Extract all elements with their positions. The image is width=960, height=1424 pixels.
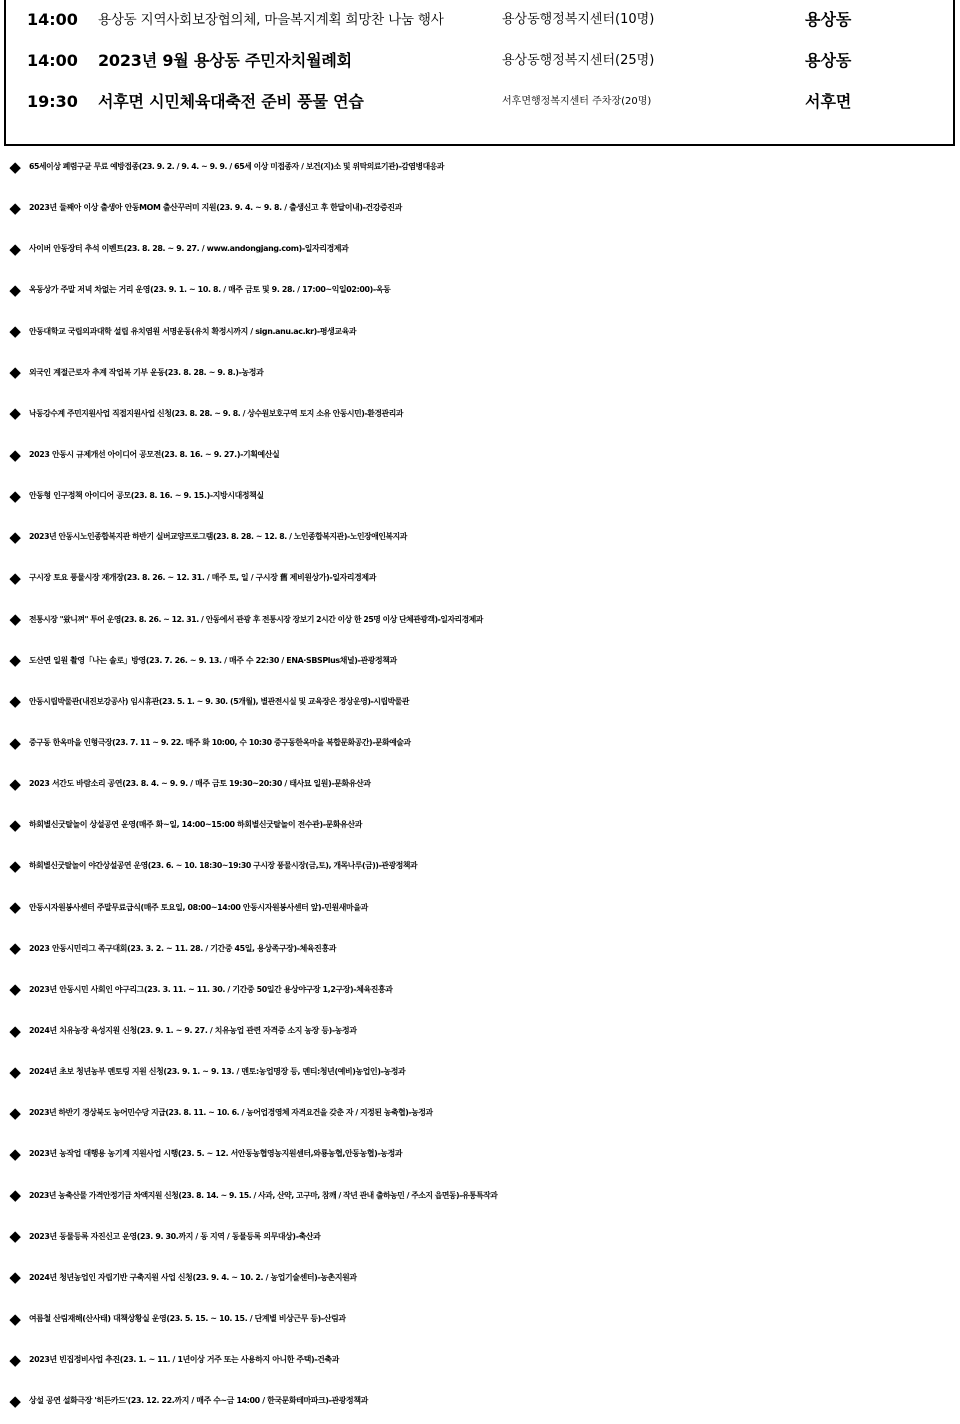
schedule-row bbox=[0, 82, 960, 122]
diamond-bullet-icon: ◆ bbox=[9, 445, 21, 464]
diamond-bullet-icon: ◆ bbox=[9, 1103, 21, 1122]
notice-item bbox=[0, 887, 960, 928]
schedule-row bbox=[0, 0, 960, 40]
notice-item bbox=[0, 516, 960, 557]
notice-text: 2024년 치유농장 육성지원 신청(23. 9. 1. ~ 9. 27. / 치유농업 관련 자격증 소지 농장 등)-농정과 bbox=[29, 1026, 357, 1036]
notice-item bbox=[0, 1298, 960, 1339]
diamond-bullet-icon: ◆ bbox=[9, 568, 21, 587]
diamond-bullet-icon: ◆ bbox=[9, 856, 21, 875]
notice-text: 전통시장 "왔니껴" 투어 운영(23. 8. 26. ~ 12. 31. / 안동에서 관광 후 전통시장 장보기 2시간 이상 한 25명 이상 단체관광객)-일자리경제과 bbox=[29, 614, 483, 624]
diamond-bullet-icon: ◆ bbox=[9, 1227, 21, 1246]
diamond-bullet-icon: ◆ bbox=[9, 610, 21, 629]
notice-item bbox=[0, 393, 960, 434]
notice-item bbox=[0, 269, 960, 310]
notice-item bbox=[0, 763, 960, 804]
schedule-place: 용상동행정복지센터(10명) bbox=[502, 12, 655, 27]
notice-item bbox=[0, 1133, 960, 1174]
notice-item bbox=[0, 557, 960, 598]
notice-text: 상설 공연 설화극장 '히든카드'(23. 12. 22.까지 / 매주 수~금 14:00 / 한국문화테마파크)-관광정책과 bbox=[29, 1396, 368, 1406]
diamond-bullet-icon: ◆ bbox=[9, 1350, 21, 1369]
notice-item bbox=[0, 722, 960, 763]
schedule-place: 서후면행정복지센터 주차장(20명) bbox=[502, 96, 652, 107]
diamond-bullet-icon: ◆ bbox=[9, 527, 21, 546]
notice-text: 2023년 농작업 대행용 농기계 지원사업 시행(23. 5. ~ 12. 서안동농협영농지원센터,와룡농협,안동농협)-농정과 bbox=[29, 1149, 403, 1159]
notice-item bbox=[0, 804, 960, 845]
notice-item bbox=[0, 434, 960, 475]
notice-item bbox=[0, 845, 960, 886]
notice-text: 여름철 산림재해(산사태) 대책상황실 운영(23. 5. 15. ~ 10. 15. / 단계별 비상근무 등)-산림과 bbox=[29, 1314, 346, 1323]
diamond-bullet-icon: ◆ bbox=[9, 1186, 21, 1205]
notice-item bbox=[0, 928, 960, 969]
schedule-time: 14:00 bbox=[27, 51, 78, 70]
schedule-place: 용상동행정복지센터(25명) bbox=[502, 53, 655, 68]
diamond-bullet-icon: ◆ bbox=[9, 1268, 21, 1287]
diamond-bullet-icon: ◆ bbox=[9, 774, 21, 793]
notice-text: 안동시자원봉사센터 주말무료급식(매주 토요일, 08:00~14:00 안동시자원봉사센터 앞)-민원새마을과 bbox=[29, 902, 368, 912]
notice-item bbox=[0, 228, 960, 269]
diamond-bullet-icon: ◆ bbox=[9, 486, 21, 505]
notice-item bbox=[0, 1175, 960, 1216]
diamond-bullet-icon: ◆ bbox=[9, 322, 21, 341]
notice-text: 안동시립박물관(내진보강공사) 임시휴관(23. 5. 1. ~ 9. 30. (5개월), 별관전시실 및 교육장은 정상운영)-시립박물관 bbox=[29, 696, 409, 706]
notice-item bbox=[0, 1380, 960, 1421]
diamond-bullet-icon: ◆ bbox=[9, 404, 21, 423]
notice-item bbox=[0, 1051, 960, 1092]
notice-item bbox=[0, 352, 960, 393]
diamond-bullet-icon: ◆ bbox=[9, 198, 21, 217]
notice-item bbox=[0, 1216, 960, 1257]
notice-text: 중구동 한옥마을 인형극장(23. 7. 11 ~ 9. 22. 매주 화 10:00, 수 10:30 중구동한옥마을 복합문화공간)-문화예술과 bbox=[29, 738, 411, 748]
notice-item bbox=[0, 311, 960, 352]
diamond-bullet-icon: ◆ bbox=[9, 939, 21, 958]
notice-text: 옥동상가 주말 저녁 차없는 거리 운영(23. 9. 1. ~ 10. 8. / 매주 금토 및 9. 28. / 17:00~익일02:00)-옥동 bbox=[29, 285, 391, 295]
diamond-bullet-icon: ◆ bbox=[9, 898, 21, 917]
schedule-time: 14:00 bbox=[27, 10, 78, 29]
notice-text: 구시장 토요 풍물시장 재개장(23. 8. 26. ~ 12. 31. / 매주 토, 일 / 구시장 舊 제비원상가)-일자리경제과 bbox=[29, 573, 376, 583]
diamond-bullet-icon: ◆ bbox=[9, 280, 21, 299]
diamond-bullet-icon: ◆ bbox=[9, 815, 21, 834]
notice-text: 도산면 일원 촬영「나는 솔로」방영(23. 7. 26. ~ 9. 13. / 매주 수 22:30 / ENA·SBSPlus채널)-관광정책과 bbox=[29, 655, 397, 665]
diamond-bullet-icon: ◆ bbox=[9, 363, 21, 382]
schedule-time: 19:30 bbox=[27, 92, 78, 111]
notice-text: 2024년 초보 청년농부 멘토링 지원 신청(23. 9. 1. ~ 9. 13. / 멘토:농업명장 등, 멘티:청년(예비)농업인)-농정과 bbox=[29, 1067, 406, 1077]
schedule-event: 용상동 지역사회보장협의체, 마을복지계획 희망찬 나눔 행사 bbox=[98, 12, 444, 28]
notice-text: 2023년 둘째아 이상 출생아 안동MOM 출산꾸러미 지원(23. 9. 4. ~ 9. 8. / 출생신고 후 한달이내)-건강증진과 bbox=[29, 203, 402, 213]
notice-text: 안동형 인구정책 아이디어 공모(23. 8. 16. ~ 9. 15.)-지방시대정책실 bbox=[29, 491, 264, 501]
notice-text: 낙동강수계 주민지원사업 직접지원사업 신청(23. 8. 28. ~ 9. 8. / 상수원보호구역 토지 소유 안동시민)-환경관리과 bbox=[29, 408, 403, 418]
notice-text: 2023 안동시 규제개선 아이디어 공모전(23. 8. 16. ~ 9. 27.)-기획예산실 bbox=[29, 450, 280, 460]
notice-text: 2023년 안동시노인종합복지관 하반기 실버교양프로그램(23. 8. 28. ~ 12. 8. / 노인종합복지관)-노인장애인복지과 bbox=[29, 532, 407, 542]
diamond-bullet-icon: ◆ bbox=[9, 1391, 21, 1410]
schedule-event: 서후면 시민체육대축전 준비 풍물 연습 bbox=[98, 92, 364, 111]
diamond-bullet-icon: ◆ bbox=[9, 1144, 21, 1163]
notice-item bbox=[0, 187, 960, 228]
notice-text: 2023년 농축산물 가격안정기금 차액지원 신청(23. 8. 14. ~ 9. 15. / 사과, 산약, 고구마, 참깨 / 작년 관내 출하농민 / 주소지 읍면동)-유통특작과 bbox=[29, 1190, 498, 1200]
notice-item bbox=[0, 969, 960, 1010]
schedule-org: 용상동 bbox=[805, 51, 852, 70]
notice-text: 2024년 청년농업인 자립기반 구축지원 사업 신청(23. 9. 4. ~ 10. 2. / 농업기술센터)-농촌지원과 bbox=[29, 1272, 357, 1282]
notice-text: 2023년 안동시민 사회인 야구리그(23. 3. 11. ~ 11. 30. / 기간중 50일간 용상야구장 1,2구장)-체육진흥과 bbox=[29, 984, 393, 994]
diamond-bullet-icon: ◆ bbox=[9, 157, 21, 176]
notice-text: 65세이상 폐렴구균 무료 예방접종(23. 9. 2. / 9. 4. ~ 9. 9. / 65세 이상 미접종자 / 보건(지)소 및 위탁의료기관)-감염병대응과 bbox=[29, 162, 445, 172]
notice-item bbox=[0, 1257, 960, 1298]
notice-text: 하회별신굿탈놀이 상설공연 운영(매주 화~일, 14:00~15:00 하회별신굿탈놀이 전수관)-문화유산과 bbox=[29, 820, 362, 830]
notice-text: 안동대학교 국립의과대학 설립 유치염원 서명운동(유치 확정시까지 / sign.anu.ac.kr)-평생교육과 bbox=[29, 326, 357, 336]
notice-text: 2023년 하반기 경상북도 농어민수당 지급(23. 8. 11. ~ 10. 6. / 농어업경영체 자격요건을 갖춘 자 / 지정된 농축협)-농정과 bbox=[29, 1108, 433, 1118]
diamond-bullet-icon: ◆ bbox=[9, 692, 21, 711]
diamond-bullet-icon: ◆ bbox=[9, 1021, 21, 1040]
diamond-bullet-icon: ◆ bbox=[9, 239, 21, 258]
notice-text: 2023 서간도 바람소리 공연(23. 8. 4. ~ 9. 9. / 매주 금토 19:30~20:30 / 태사묘 일원)-문화유산과 bbox=[29, 779, 371, 789]
notice-item bbox=[0, 1010, 960, 1051]
schedule-org: 용상동 bbox=[805, 10, 852, 29]
notice-item bbox=[0, 640, 960, 681]
diamond-bullet-icon: ◆ bbox=[9, 980, 21, 999]
notice-text: 2023년 동물등록 자진신고 운영(23. 9. 30.까지 / 동 지역 / 동물등록 의무대상)-축산과 bbox=[29, 1231, 321, 1241]
notice-item bbox=[0, 681, 960, 722]
diamond-bullet-icon: ◆ bbox=[9, 651, 21, 670]
diamond-bullet-icon: ◆ bbox=[9, 1309, 21, 1328]
diamond-bullet-icon: ◆ bbox=[9, 1062, 21, 1081]
notice-item bbox=[0, 1092, 960, 1133]
notice-text: 2023 안동시민리그 족구대회(23. 3. 2. ~ 11. 28. / 기간중 45일, 용상족구장)-체육진흥과 bbox=[29, 943, 336, 953]
notice-text: 외국인 계절근로자 추계 작업복 기부 운동(23. 8. 28. ~ 9. 8.)-농정과 bbox=[29, 367, 264, 377]
notice-item bbox=[0, 599, 960, 640]
notice-list bbox=[0, 146, 960, 1421]
schedule-org: 서후면 bbox=[805, 92, 852, 111]
schedule-row bbox=[0, 41, 960, 81]
diamond-bullet-icon: ◆ bbox=[9, 733, 21, 752]
notice-item bbox=[0, 475, 960, 516]
notice-item bbox=[0, 146, 960, 187]
notice-text: 하회별신굿탈놀이 야간상설공연 운영(23. 6. ~ 10. 18:30~19:30 구시장 풍물시장(금,토), 개목나루(금))-관광정책과 bbox=[29, 861, 418, 871]
schedule-event: 2023년 9월 용상동 주민자치월례회 bbox=[98, 51, 352, 70]
notice-text: 2023년 빈집정비사업 추진(23. 1. ~ 11. / 1년이상 거주 또는 사용하지 아니한 주택)-건축과 bbox=[29, 1355, 339, 1365]
notice-item bbox=[0, 1339, 960, 1380]
notice-text: 사이버 안동장터 추석 이벤트(23. 8. 28. ~ 9. 27. / www.andongjang.com)-일자리경제과 bbox=[29, 244, 349, 254]
